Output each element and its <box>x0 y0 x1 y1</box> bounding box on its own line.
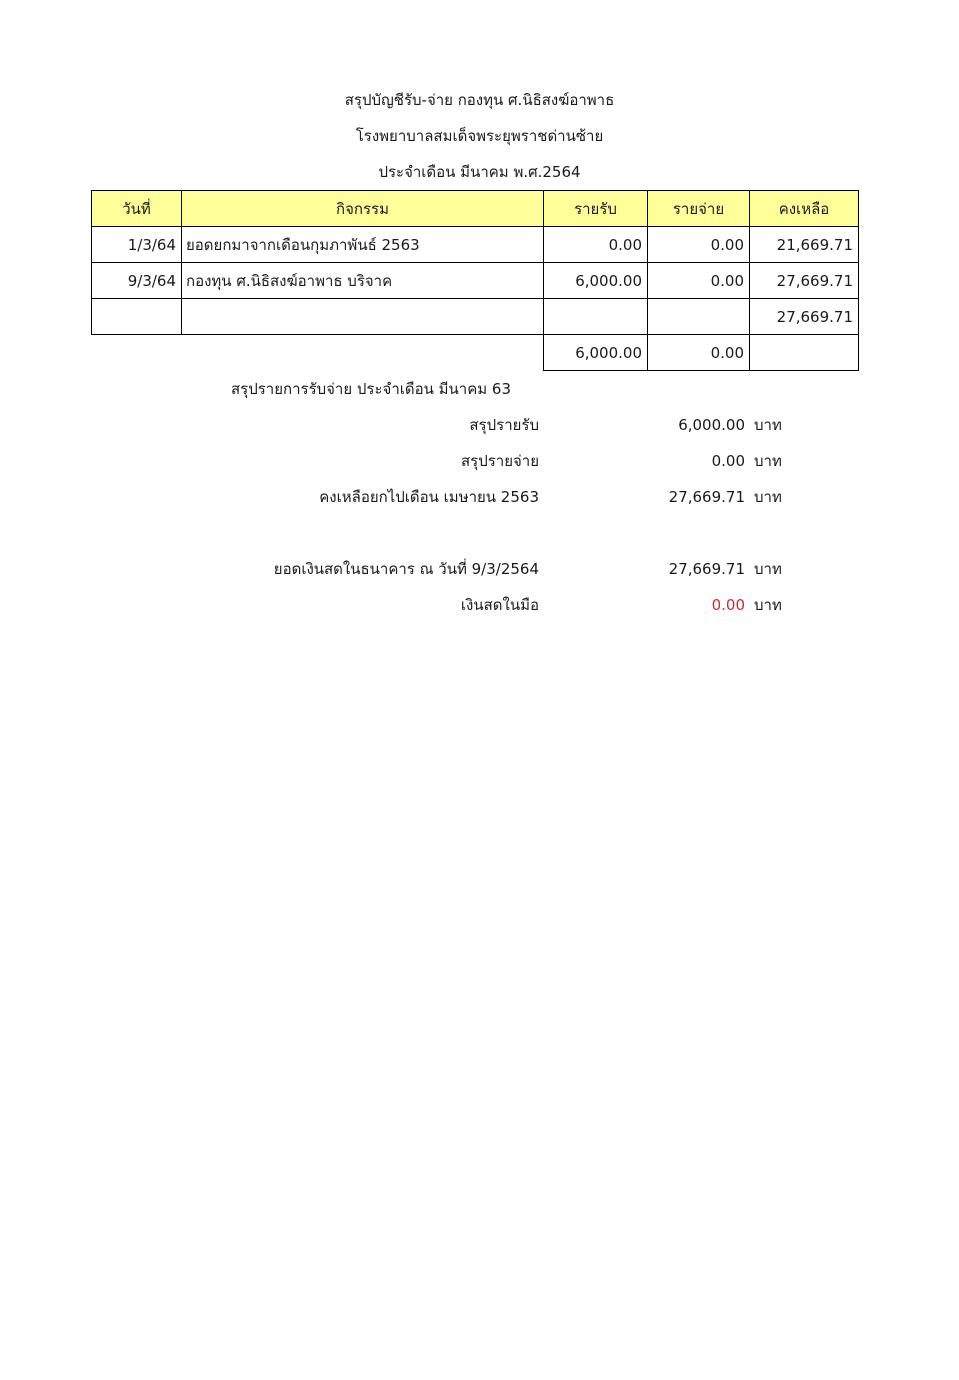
row-activity: ยอดยกมาจากเดือนกุมภาพันธ์ 2563 <box>182 227 544 263</box>
row-expense <box>648 299 750 335</box>
row-date <box>92 299 182 335</box>
row-income: 6,000.00 <box>544 263 648 299</box>
col-income-header: รายรับ <box>544 191 648 227</box>
row-income <box>544 299 648 335</box>
hospital-name: โรงพยาบาลสมเด็จพระยุพราชด่านซ้าย <box>355 127 604 145</box>
summary-bank-label: ยอดเงินสดในธนาคาร ณ วันที่ 9/3/2564 <box>273 560 539 578</box>
unit-label: บาท <box>754 416 782 434</box>
ledger-table <box>91 190 859 371</box>
summary-income-row <box>0 415 959 435</box>
row-expense: 0.00 <box>648 263 750 299</box>
total-balance <box>750 335 859 371</box>
unit-label: บาท <box>754 452 782 470</box>
row-balance: 27,669.71 <box>750 263 859 299</box>
unit-label: บาท <box>754 488 782 506</box>
row-date: 1/3/64 <box>92 227 182 263</box>
table-row <box>92 299 859 335</box>
row-expense: 0.00 <box>648 227 750 263</box>
summary-expense-label: สรุปรายจ่าย <box>460 452 539 470</box>
summary-expense-value: 0.00 <box>711 452 745 470</box>
ledger-header-row <box>92 191 859 227</box>
totals-row <box>92 335 859 371</box>
col-expense-header: รายจ่าย <box>648 191 750 227</box>
table-row <box>92 227 859 263</box>
row-activity: กองทุน ศ.นิธิสงฆ์อาพาธ บริจาค <box>182 263 544 299</box>
table-row <box>92 263 859 299</box>
summary-bank-row <box>0 559 959 579</box>
row-balance: 21,669.71 <box>750 227 859 263</box>
summary-cash-row <box>0 595 959 615</box>
totals-spacer <box>182 335 544 371</box>
summary-cash-label: เงินสดในมือ <box>460 596 539 614</box>
row-date: 9/3/64 <box>92 263 182 299</box>
unit-label: บาท <box>754 560 782 578</box>
row-income: 0.00 <box>544 227 648 263</box>
report-period: ประจำเดือน มีนาคม พ.ศ.2564 <box>378 163 581 181</box>
summary-carry-label: คงเหลือยกไปเดือน เมษายน 2563 <box>319 488 539 506</box>
total-income: 6,000.00 <box>544 335 648 371</box>
col-activity-header: กิจกรรม <box>182 191 544 227</box>
unit-label: บาท <box>754 596 782 614</box>
col-balance-header: คงเหลือ <box>750 191 859 227</box>
row-activity <box>182 299 544 335</box>
summary-carry-row <box>0 487 959 507</box>
summary-cash-value: 0.00 <box>711 596 745 614</box>
summary-carry-value: 27,669.71 <box>668 488 745 506</box>
row-balance: 27,669.71 <box>750 299 859 335</box>
col-date-header: วันที่ <box>92 191 182 227</box>
summary-heading: สรุปรายการรับจ่าย ประจำเดือน มีนาคม 63 <box>231 380 511 398</box>
summary-expense-row <box>0 451 959 471</box>
report-title: สรุปบัญชีรับ-จ่าย กองทุน ศ.นิธิสงฆ์อาพาธ <box>344 91 615 109</box>
summary-income-label: สรุปรายรับ <box>469 416 539 434</box>
summary-income-value: 6,000.00 <box>678 416 745 434</box>
total-expense: 0.00 <box>648 335 750 371</box>
totals-spacer <box>92 335 182 371</box>
summary-bank-value: 27,669.71 <box>668 560 745 578</box>
